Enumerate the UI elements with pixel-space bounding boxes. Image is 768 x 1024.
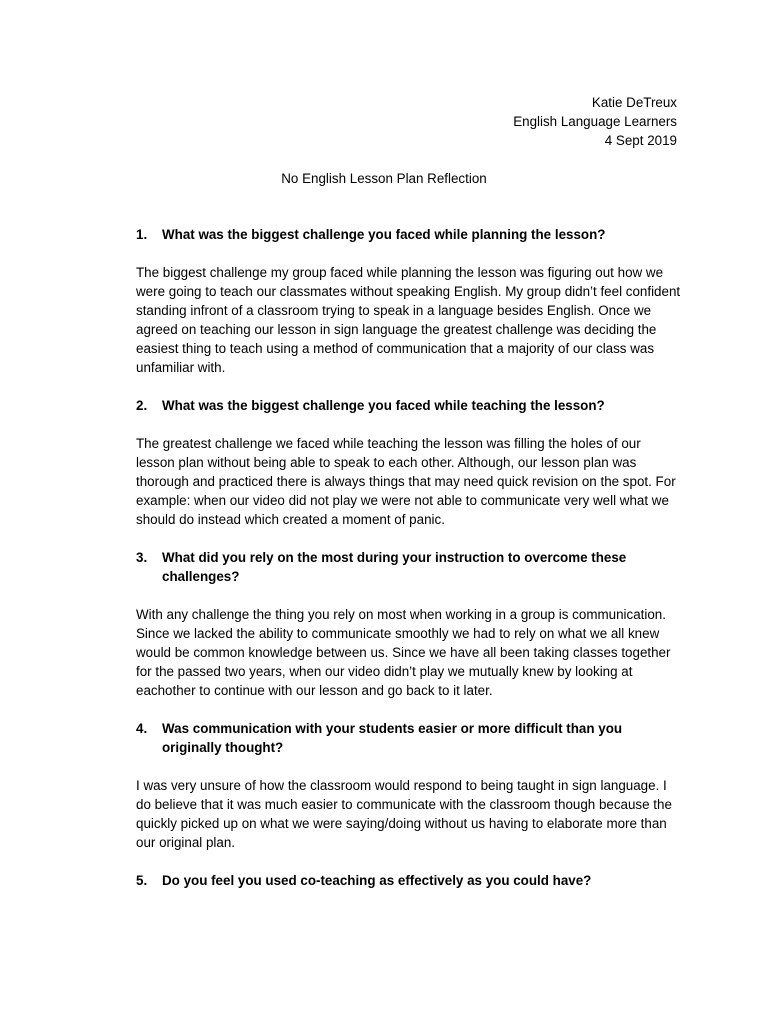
document-date: 4 Sept 2019 — [604, 133, 677, 148]
question-number: 5. — [136, 873, 148, 888]
question-3 — [136, 548, 681, 586]
question-number: 2. — [136, 398, 148, 413]
answer-4: I was very unsure of how the classroom would respond to being taught in sign language. I do believe that it was much easier to communicate with the classroom though because the quickly picked up on what we were saying/doing without us having to elaborate more than our original plan. — [136, 778, 672, 850]
question-text: What did you rely on the most during your instruction to overcome these challenges? — [162, 550, 627, 584]
question-1 — [136, 225, 681, 244]
course-name: English Language Learners — [513, 114, 677, 129]
question-number: 4. — [136, 721, 148, 736]
question-number: 3. — [136, 550, 148, 565]
question-2 — [136, 396, 681, 415]
document-body — [136, 225, 681, 890]
answer-1: The biggest challenge my group faced while planning the lesson was figuring out how we were going to teach our classmates without speaking English. My group didn’t feel confident standing infront of a classroom trying to speak in a language besides English. Once we agreed on teaching our lesson in sign language the greatest challenge was deciding the easiest thing to teach using a method of communication that a majority of our class was unfamiliar with. — [136, 265, 681, 375]
question-text: What was the biggest challenge you faced while teaching the lesson? — [162, 398, 605, 413]
question-text: Was communication with your students easier or more difficult than you originally thought? — [162, 721, 623, 755]
answer-3: With any challenge the thing you rely on most when working in a group is communication. Since we lacked the ability to communicate smoothly we had to rely on what we all knew would be common knowledge between us. Since we have all been taking classes together for the passed two years, when our video didn’t play we mutually knew by looking at eachother to continue with our lesson and go back to it later. — [136, 607, 671, 698]
question-number: 1. — [136, 227, 148, 242]
author-name: Katie DeTreux — [591, 95, 677, 110]
document-header — [513, 93, 677, 150]
answer-2: The greatest challenge we faced while teaching the lesson was filling the holes of our lesson plan without being able to speak to each other. Although, our lesson plan was thorough and practiced there is always things that may need quick revision on the spot. For example: when our video did not play we were not able to communicate very well what we should do instead which created a moment of panic. — [136, 436, 676, 527]
question-4 — [136, 719, 681, 757]
question-text: Do you feel you used co-teaching as effectively as you could have? — [162, 873, 592, 888]
question-text: What was the biggest challenge you faced while planning the lesson? — [162, 227, 606, 242]
document-title: No English Lesson Plan Reflection — [281, 171, 487, 186]
question-5 — [136, 871, 681, 890]
